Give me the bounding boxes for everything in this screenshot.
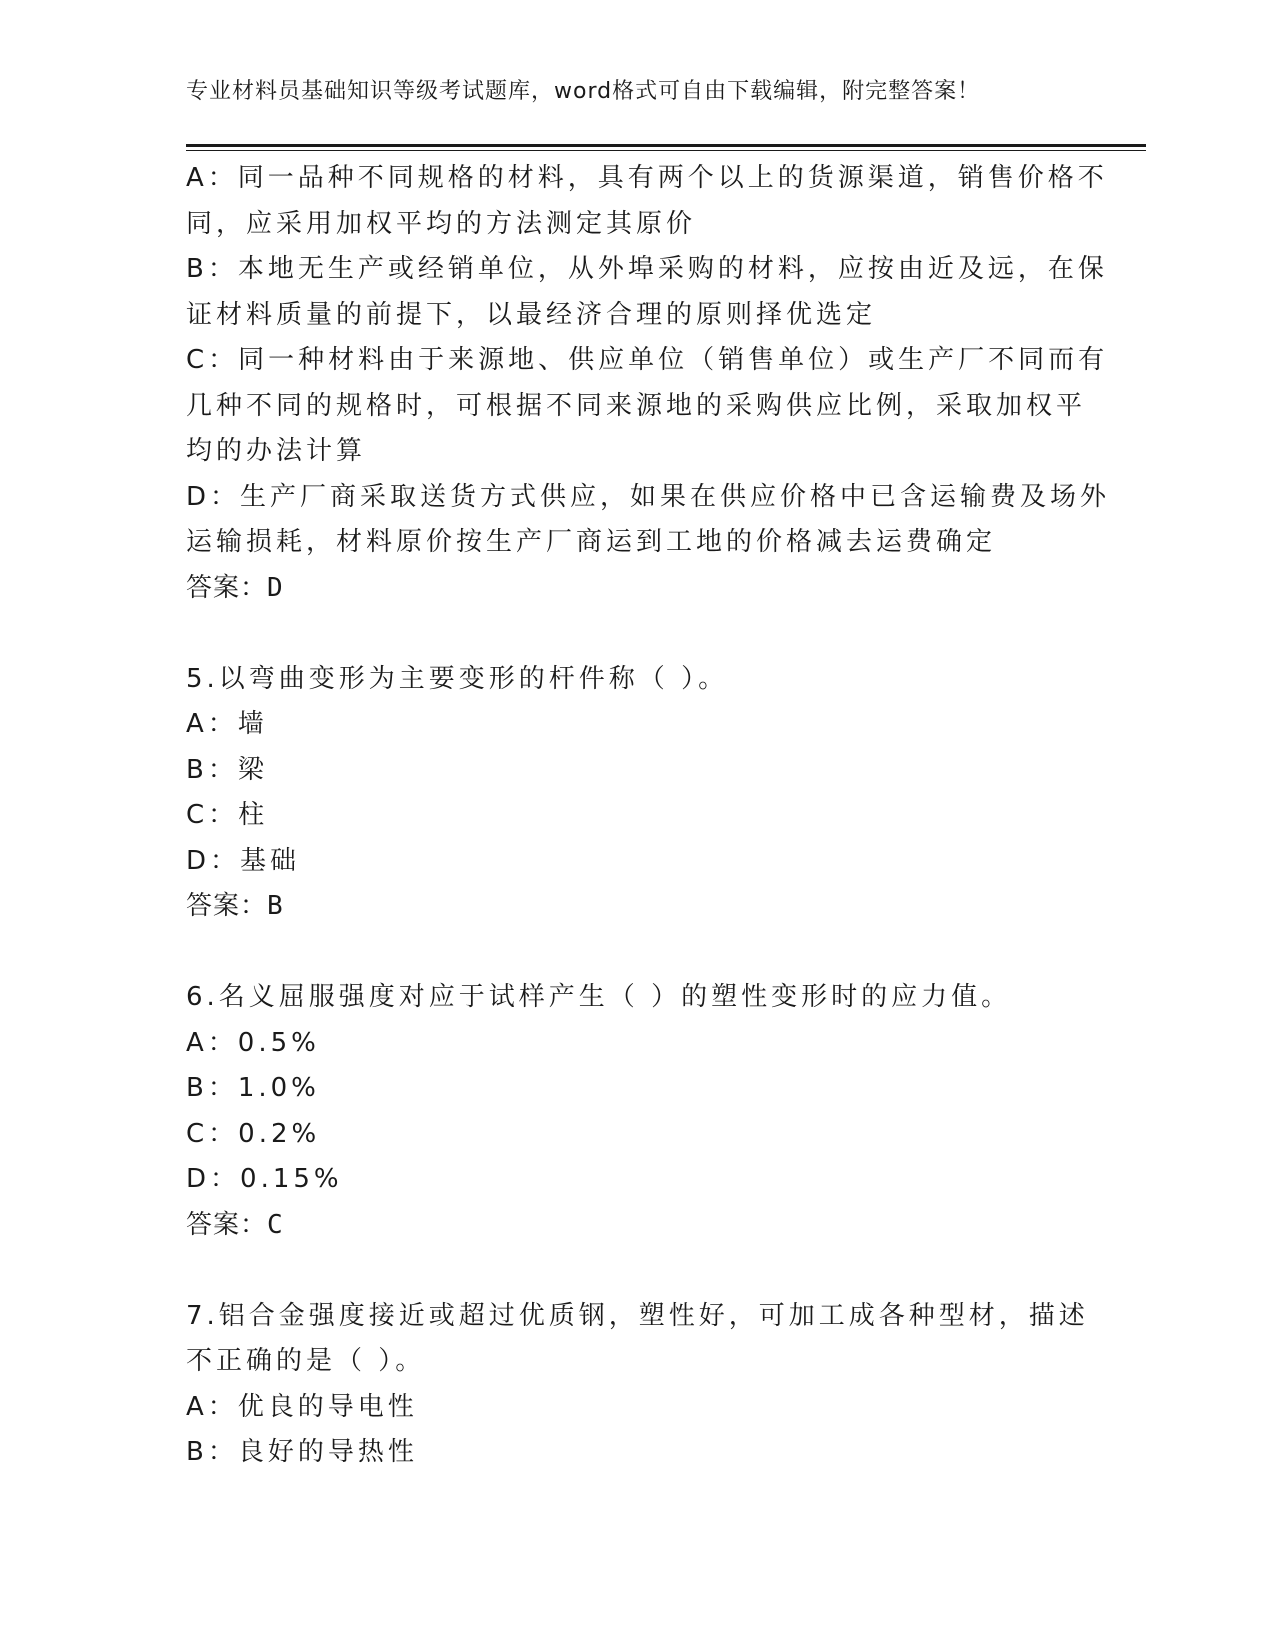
question-block-4 — [186, 156, 1111, 611]
option-a: A：墙 — [186, 709, 268, 739]
document-body — [186, 156, 1111, 1476]
option-text: 运输损耗，材料原价按生产厂商运到工地的价格减去运费确定 — [186, 527, 997, 557]
option-text: 均的办法计算 — [186, 436, 367, 466]
question-block-6 — [186, 975, 1086, 1248]
answer-label: 答案： — [186, 891, 268, 921]
page-header: 专业材料员基础知识等级考试题库，word格式可自由下载编辑，附完整答案！ — [186, 79, 981, 104]
question-block-5 — [186, 657, 1086, 930]
spacer — [186, 930, 1086, 976]
option-text: D：生产厂商采取送货方式供应，如果在供应价格中已含运输费及场外 — [186, 481, 1111, 512]
answer-line — [186, 566, 1086, 612]
answer-line — [186, 1203, 1086, 1249]
option-a: A：优良的导电性 — [186, 1391, 418, 1422]
question-block-7 — [186, 1294, 1089, 1476]
spacer — [186, 1248, 1086, 1294]
header-rule-thin — [186, 150, 1146, 151]
option-b: B：梁 — [186, 754, 268, 785]
option-text: C：同一种材料由于来源地、供应单位（销售单位）或生产厂不同而有 — [186, 345, 1109, 375]
option-c: C：0.2% — [186, 1118, 321, 1149]
header-rule-thick — [186, 144, 1146, 147]
question-stem: 7.铝合金强度接近或超过优质钢，塑性好，可加工成各种型材，描述 — [186, 1300, 1089, 1331]
option-b: B：良好的导热性 — [186, 1437, 418, 1467]
question-stem: 5.以弯曲变形为主要变形的杆件称（ ）。 — [186, 663, 729, 694]
option-b: B：1.0% — [186, 1073, 320, 1103]
option-text: A：同一品种不同规格的材料，具有两个以上的货源渠道，销售价格不 — [186, 163, 1108, 193]
answer-label: 答案： — [186, 572, 268, 603]
answer-value: C — [267, 1209, 284, 1240]
answer-value: B — [267, 891, 284, 921]
answer-label: 答案： — [186, 1209, 268, 1240]
option-text: B：本地无生产或经销单位，从外埠采购的材料，应按由近及远，在保 — [186, 254, 1108, 284]
option-text: 证材料质量的前提下，以最经济合理的原则择优选定 — [186, 299, 877, 330]
option-d: D：0.15% — [186, 1164, 343, 1194]
option-d: D：基础 — [186, 845, 301, 876]
option-text: 同，应采用加权平均的方法测定其原价 — [186, 208, 697, 239]
spacer — [186, 611, 1086, 657]
option-c: C：柱 — [186, 800, 269, 830]
option-text: 几种不同的规格时，可根据不同来源地的采购供应比例，采取加权平 — [186, 390, 1087, 421]
question-stem-continued: 不正确的是（ ）。 — [186, 1346, 426, 1376]
answer-line — [186, 884, 1086, 930]
question-stem: 6.名义屈服强度对应于试样产生（ ）的塑性变形时的应力值。 — [186, 982, 1012, 1012]
option-a: A：0.5% — [186, 1027, 320, 1058]
answer-value: D — [267, 572, 284, 603]
